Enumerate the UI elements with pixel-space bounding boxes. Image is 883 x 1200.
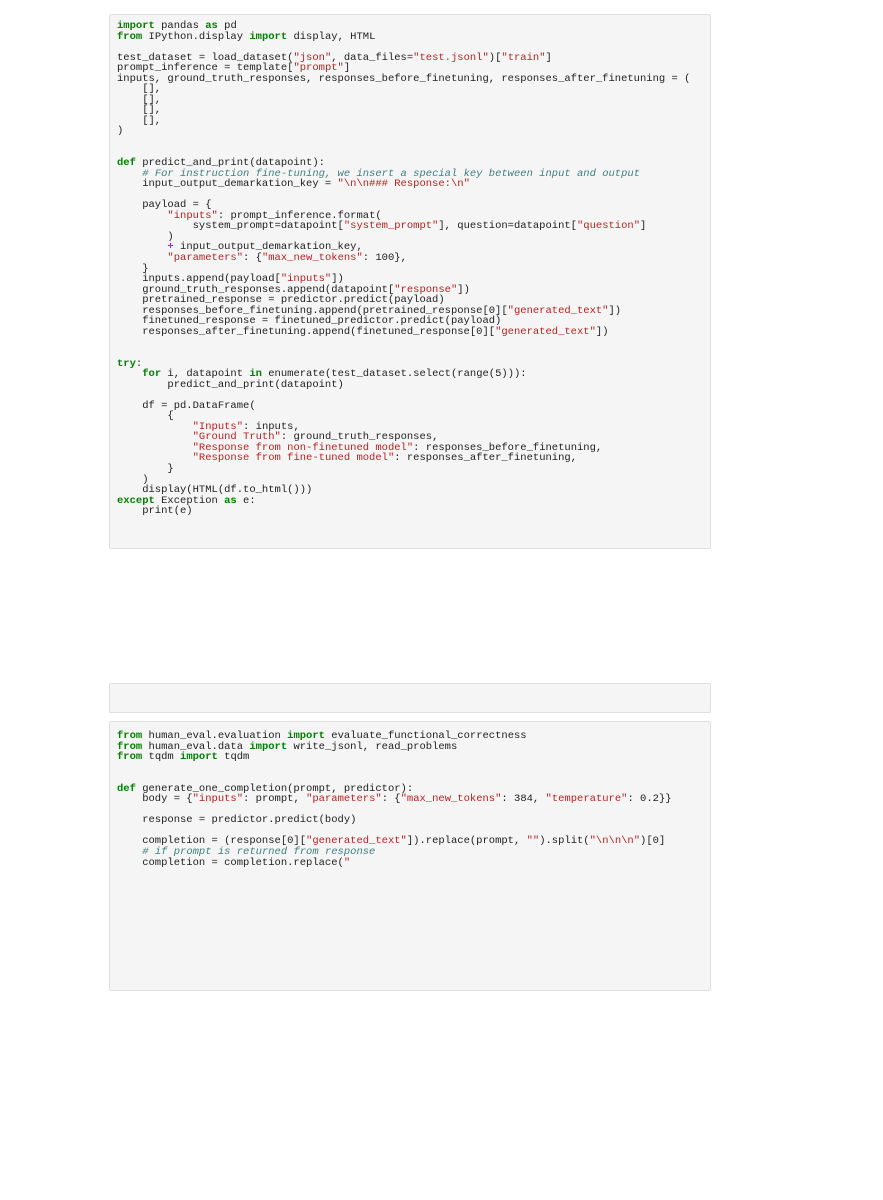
- code-cell-predict[interactable]: [109, 14, 711, 549]
- code-cell-pip[interactable]: [109, 683, 711, 713]
- code-cell-humaneval[interactable]: [109, 721, 711, 991]
- code-content: from human_eval.evaluation import evaluate_functional_correctness from human_eval.data import write_jsonl, read_problems from tqdm import tqdm def generate_one_completion(prompt, predictor): body = {"inputs": prompt, "parameters": {"max_new_tokens": 384, "temperature": 0.2}} response = predictor.predict(body) completion = (response[0]["generated_text"]).replace(prompt, "").split("\n\n\n")[0] # if prompt is returned from response completion = completion.replace(": [117, 730, 672, 869]
- code-content: import pandas as pd from IPython.display import display, HTML test_dataset = load_dataset("json", data_files="test.jsonl")["train"] prompt_inference = template["prompt"] inputs, ground_truth_responses, responses_before_finetuning, responses_after_finetuning = ( [], [], [], [], ) def predict_and_print(datapoint): # For instruction fine-tuning, we insert a special key between input and output input_output_demarkation_key = "\n\n### Response:\n" payload = { "inputs": prompt_inference.format( system_prompt=datapoint["system_prompt"], question=datapoint["question"] ) + input_output_demarkation_key, "parameters": {"max_new_tokens": 100}, } inputs.append(payload["inputs"]) ground_truth_responses.append(datapoint["response"]) pretrained_response = predictor.predict(payload) responses_before_finetuning.append(pretrained_response[0]["generated_text"]) finetuned_response = finetuned_predictor.predict(payload) responses_after_finetuning.append(finetuned_response[0]["generated_text"]) try: for i, datapoint in enumerate(test_dataset.select(range(5))): predict_and_print(datapoint) df = pd.DataFrame( { "Inputs": inputs, "Ground Truth": ground_truth_responses, "Response from non-finetuned model": responses_before_finetuning, "Response from fine-tuned model": responses_after_finetuning, } ) display(HTML(df.to_html())) except Exception as e: print(e): [117, 20, 691, 518]
